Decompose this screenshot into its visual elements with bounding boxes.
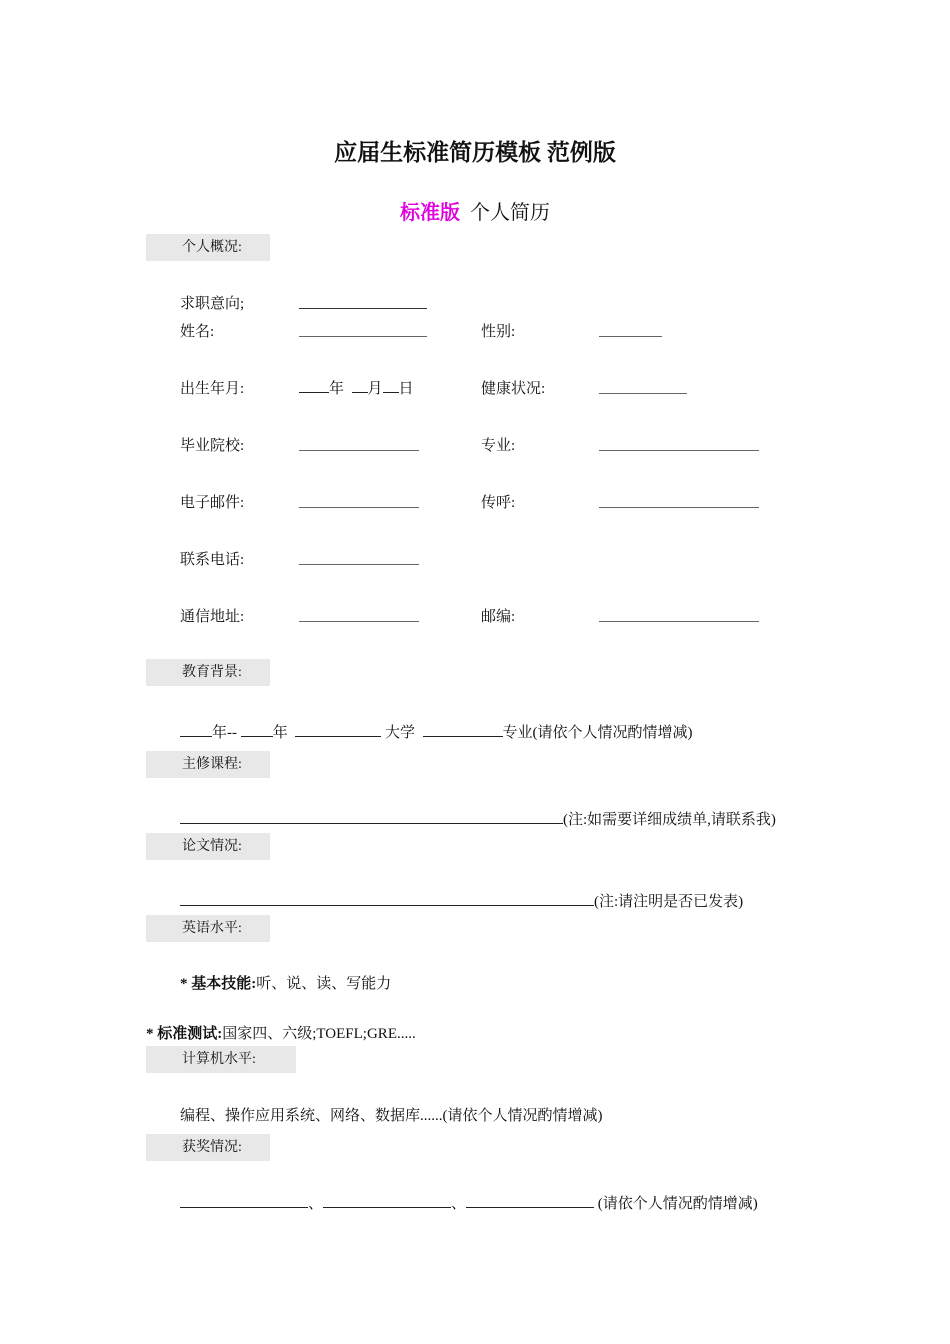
section-header-computer: 计算机水平:	[146, 1046, 296, 1073]
section-header-courses: 主修课程:	[146, 751, 270, 778]
english-test	[146, 1022, 416, 1043]
edu-year2-label: 年	[272, 725, 288, 741]
label-email: 电子邮件:	[180, 495, 245, 511]
label-zip: 邮编:	[481, 609, 516, 625]
subtitle	[0, 196, 950, 225]
label-name: 姓名:	[180, 324, 215, 340]
blank-school[interactable]	[299, 436, 419, 451]
edu-year1-label: 年--	[212, 725, 237, 741]
blank-birth-year[interactable]	[299, 380, 329, 393]
section-header-education: 教育背景:	[146, 659, 270, 686]
english-skills-label: * 基本技能:	[180, 976, 257, 992]
blank-award-2[interactable]	[323, 1195, 451, 1208]
blank-birth-day[interactable]	[383, 380, 399, 393]
label-phone: 联系电话:	[180, 552, 245, 568]
thesis-line	[180, 890, 743, 911]
edu-major-note: 专业(请依个人情况酌情增减)	[502, 725, 693, 741]
blank-objective[interactable]	[299, 294, 427, 309]
blank-edu-end-year[interactable]	[241, 724, 273, 737]
blank-edu-major[interactable]	[423, 724, 503, 737]
section-header-thesis: 论文情况:	[146, 833, 270, 860]
section-header-english: 英语水平:	[146, 915, 270, 942]
blank-award-1[interactable]	[180, 1195, 308, 1208]
blank-health[interactable]	[599, 379, 687, 394]
thesis-note: (注:请注明是否已发表)	[594, 894, 744, 910]
label-address: 通信地址:	[180, 609, 245, 625]
birth-day-label: 日	[398, 381, 414, 397]
computer-text: 编程、操作应用系统、网络、数据库......(请依个人情况酌情增减)	[180, 1108, 603, 1124]
courses-note: (注:如需要详细成绩单,请联系我)	[563, 812, 776, 828]
blank-thesis[interactable]	[180, 893, 594, 906]
birth-year-label: 年	[329, 381, 345, 397]
awards-note: (请依个人情况酌情增减)	[597, 1196, 758, 1212]
page-title: 应届生标准简历模板 范例版	[334, 140, 616, 165]
english-skills	[180, 972, 391, 993]
label-health: 健康状况:	[481, 381, 546, 397]
blank-courses[interactable]	[180, 811, 563, 824]
english-skills-text: 听、说、读、写能力	[256, 976, 392, 992]
blank-pager[interactable]	[599, 493, 759, 508]
blank-birth-month[interactable]	[352, 380, 368, 393]
label-objective: 求职意向;	[180, 296, 245, 312]
section-header-personal: 个人概况:	[146, 234, 270, 261]
label-birth: 出生年月:	[180, 381, 245, 397]
blank-address[interactable]	[299, 607, 419, 622]
label-major: 专业:	[481, 438, 516, 454]
awards-sep-1: 、	[308, 1196, 324, 1212]
education-line	[180, 721, 693, 742]
label-school: 毕业院校:	[180, 438, 245, 454]
blank-name[interactable]	[299, 322, 427, 337]
blank-award-3[interactable]	[466, 1195, 594, 1208]
blank-gender[interactable]	[599, 322, 662, 337]
awards-sep-2: 、	[451, 1196, 467, 1212]
label-pager: 传呼:	[481, 495, 516, 511]
birth-month-label: 月	[367, 381, 383, 397]
blank-email[interactable]	[299, 493, 419, 508]
subtitle-accent: 标准版	[400, 202, 460, 224]
birth-date-row	[299, 377, 414, 398]
english-test-text: 国家四、六级;TOEFL;GRE.....	[222, 1026, 416, 1042]
blank-edu-start-year[interactable]	[180, 724, 212, 737]
blank-major[interactable]	[599, 436, 759, 451]
courses-line	[180, 808, 776, 829]
english-test-label: * 标准测试:	[146, 1026, 223, 1042]
blank-zip[interactable]	[599, 607, 759, 622]
blank-university[interactable]	[295, 724, 381, 737]
section-header-awards: 获奖情况:	[146, 1134, 270, 1161]
edu-university-label: 大学	[385, 725, 416, 741]
blank-phone[interactable]	[299, 550, 419, 565]
label-gender: 性别:	[481, 324, 516, 340]
subtitle-text: 个人简历	[470, 202, 550, 224]
awards-line	[180, 1192, 758, 1213]
